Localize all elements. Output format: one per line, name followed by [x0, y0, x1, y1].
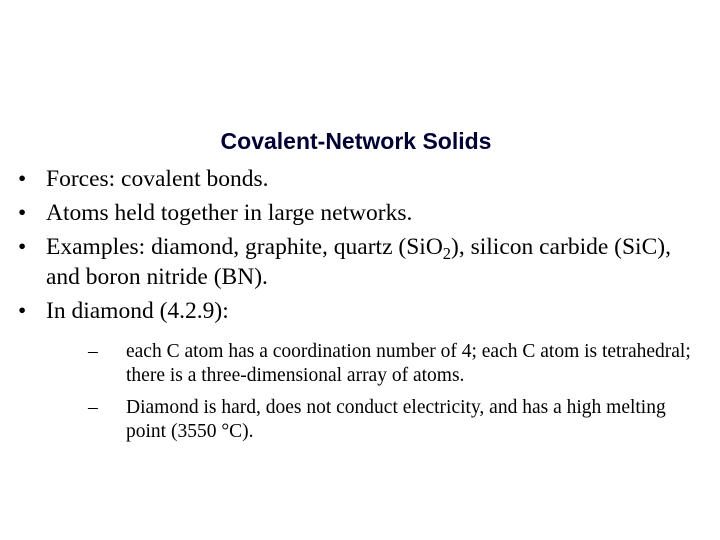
slide-title: Covalent-Network Solids	[220, 128, 492, 154]
bullet-dot-icon: •	[18, 166, 27, 192]
bullet-dot-icon: •	[18, 298, 27, 324]
bullet-dot-icon: •	[18, 200, 27, 226]
sub-bullet-item-coordination	[88, 340, 708, 388]
bullet-dot-icon: •	[18, 234, 27, 260]
bullet-item-forces	[18, 164, 708, 194]
bullet-text: Atoms held together in large networks.	[46, 200, 413, 226]
bullet-text-part2: ), silicon carbide (SiC), and boron nitride (BN).	[46, 234, 671, 290]
bullet-text: Forces: covalent bonds.	[46, 166, 269, 192]
bullet-item-examples	[18, 232, 708, 292]
subscript-two: 2	[442, 243, 452, 263]
bullet-list	[18, 164, 708, 452]
sub-bullet-item-properties	[88, 396, 708, 444]
dash-icon: –	[88, 341, 98, 362]
dash-icon: –	[88, 397, 98, 418]
bullet-item-diamond	[18, 296, 708, 444]
bullet-text: In diamond (4.2.9):	[46, 298, 229, 324]
sub-bullet-text: each C atom has a coordination number of 4; each C atom is tetrahedral; there is a three-dimensional array of atoms.	[126, 341, 691, 386]
sub-bullet-text: Diamond is hard, does not conduct electricity, and has a high melting point (3550 °C).	[126, 397, 666, 442]
bullet-item-atoms	[18, 198, 708, 228]
bullet-text-part1: Examples: diamond, graphite, quartz (SiO	[46, 234, 443, 260]
sub-bullet-list	[88, 340, 708, 444]
